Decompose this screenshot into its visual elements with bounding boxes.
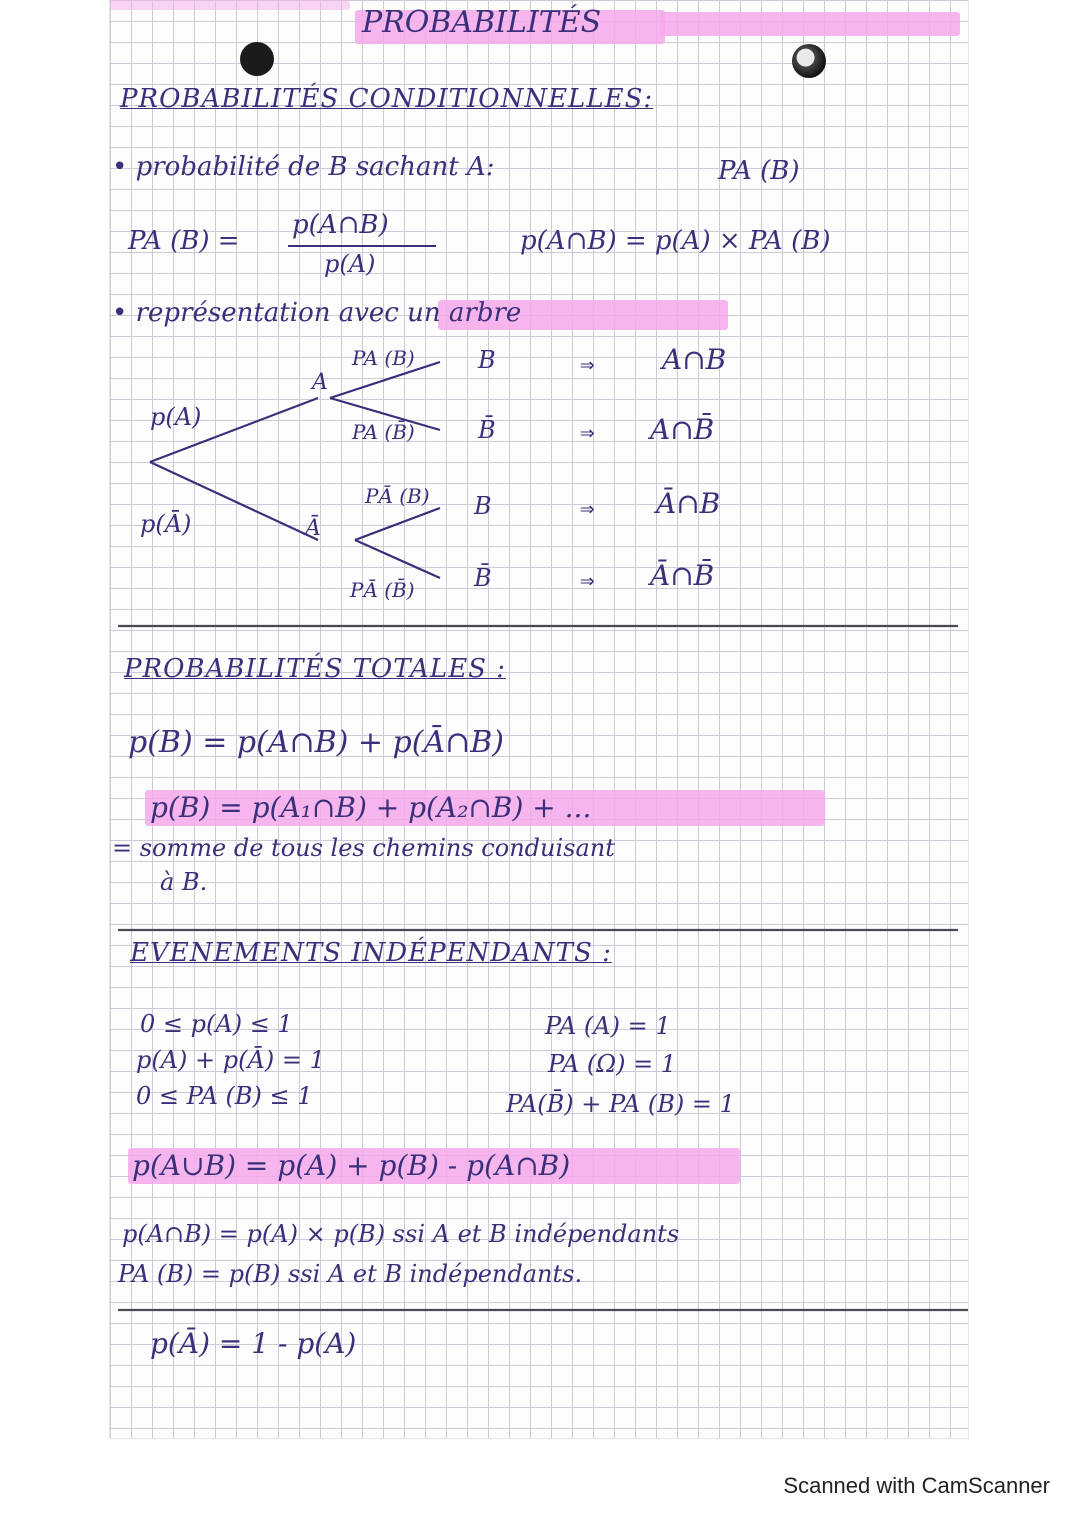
total-formula-1: p(B) = p(A∩B) + p(Ā∩B)	[128, 725, 504, 760]
tree-branch-pabar-b: PĀ (B)	[365, 484, 430, 508]
tree-leaf-bbar1: B̄	[478, 416, 496, 444]
arrow-icon: ⇒	[580, 418, 595, 446]
tree-leaf-b2: B	[474, 492, 492, 520]
independent-right-3: PA(B̄) + PA (B) = 1	[506, 1090, 735, 1118]
bullet-icon: •	[112, 298, 136, 328]
complement-formula: p(Ā) = 1 - p(A)	[150, 1327, 357, 1360]
formula-left: PA (B) =	[128, 226, 240, 256]
bullet-icon: •	[112, 152, 136, 182]
tree-branch-pa-b: PA (B)	[352, 346, 415, 370]
branch-abar-b	[355, 508, 440, 540]
total-sum-text-2: à B.	[160, 868, 208, 896]
formula-numerator: p(A∩B)	[292, 210, 389, 240]
representation-label: • représentation avec un arbre	[112, 298, 522, 328]
tree-node-abar: Ā	[305, 516, 321, 541]
independent-left-2: p(A) + p(Ā) = 1	[136, 1046, 325, 1074]
independent-heading: EVENEMENTS INDÉPENDANTS :	[130, 938, 612, 968]
tree-root-abar-prob: p(Ā)	[140, 510, 192, 538]
independence-formula-2: PA (B) = p(B) ssi A et B indépendants.	[118, 1260, 583, 1288]
definition-symbol: PA (B)	[718, 156, 800, 186]
tree-leaf-bbar2: B̄	[474, 564, 492, 592]
branch-abar-bbar	[355, 540, 440, 578]
arrow-icon: ⇒	[580, 494, 595, 522]
independent-right-1: PA (A) = 1	[545, 1012, 671, 1040]
conditional-heading: PROBABILITÉS CONDITIONNELLES:	[120, 84, 654, 114]
tree-result-2: A∩B̄	[650, 413, 715, 446]
total-sum-text-1: = somme de tous les chemins conduisant	[112, 834, 615, 862]
tree-result-4: Ā∩B̄	[650, 559, 715, 592]
tree-leaf-b1: B	[478, 346, 496, 374]
arrow-icon: ⇒	[580, 566, 595, 594]
independent-left-3: 0 ≤ PA (B) ≤ 1	[136, 1082, 313, 1110]
tree-node-a: A	[312, 370, 328, 395]
tree-result-1: A∩B	[662, 343, 727, 376]
arrow-icon: ⇒	[580, 350, 595, 378]
formula-right: p(A∩B) = p(A) × PA (B)	[520, 226, 831, 256]
independence-formula-1: p(A∩B) = p(A) × p(B) ssi A et B indépendants	[122, 1220, 680, 1248]
formula-denominator: p(A)	[324, 250, 376, 278]
total-formula-2: p(B) = p(A₁∩B) + p(A₂∩B) + ...	[150, 791, 592, 824]
tree-root-a-prob: p(A)	[150, 403, 202, 431]
union-formula: p(A∪B) = p(A) + p(B) - p(A∩B)	[132, 1149, 571, 1182]
tree-branch-pa-bbar: PA (B̄)	[352, 420, 415, 444]
tree-branch-pabar-bbar: PĀ (B̄)	[350, 578, 415, 602]
definition-label: • probabilité de B sachant A:	[112, 152, 495, 182]
tree-result-3: Ā∩B	[656, 487, 721, 520]
independent-right-2: PA (Ω) = 1	[548, 1050, 677, 1078]
independent-left-1: 0 ≤ p(A) ≤ 1	[140, 1010, 293, 1038]
total-heading: PROBABILITÉS TOTALES :	[124, 654, 507, 684]
watermark: Scanned with CamScanner	[783, 1473, 1050, 1498]
page-title: PROBABILITÉS	[362, 5, 602, 40]
